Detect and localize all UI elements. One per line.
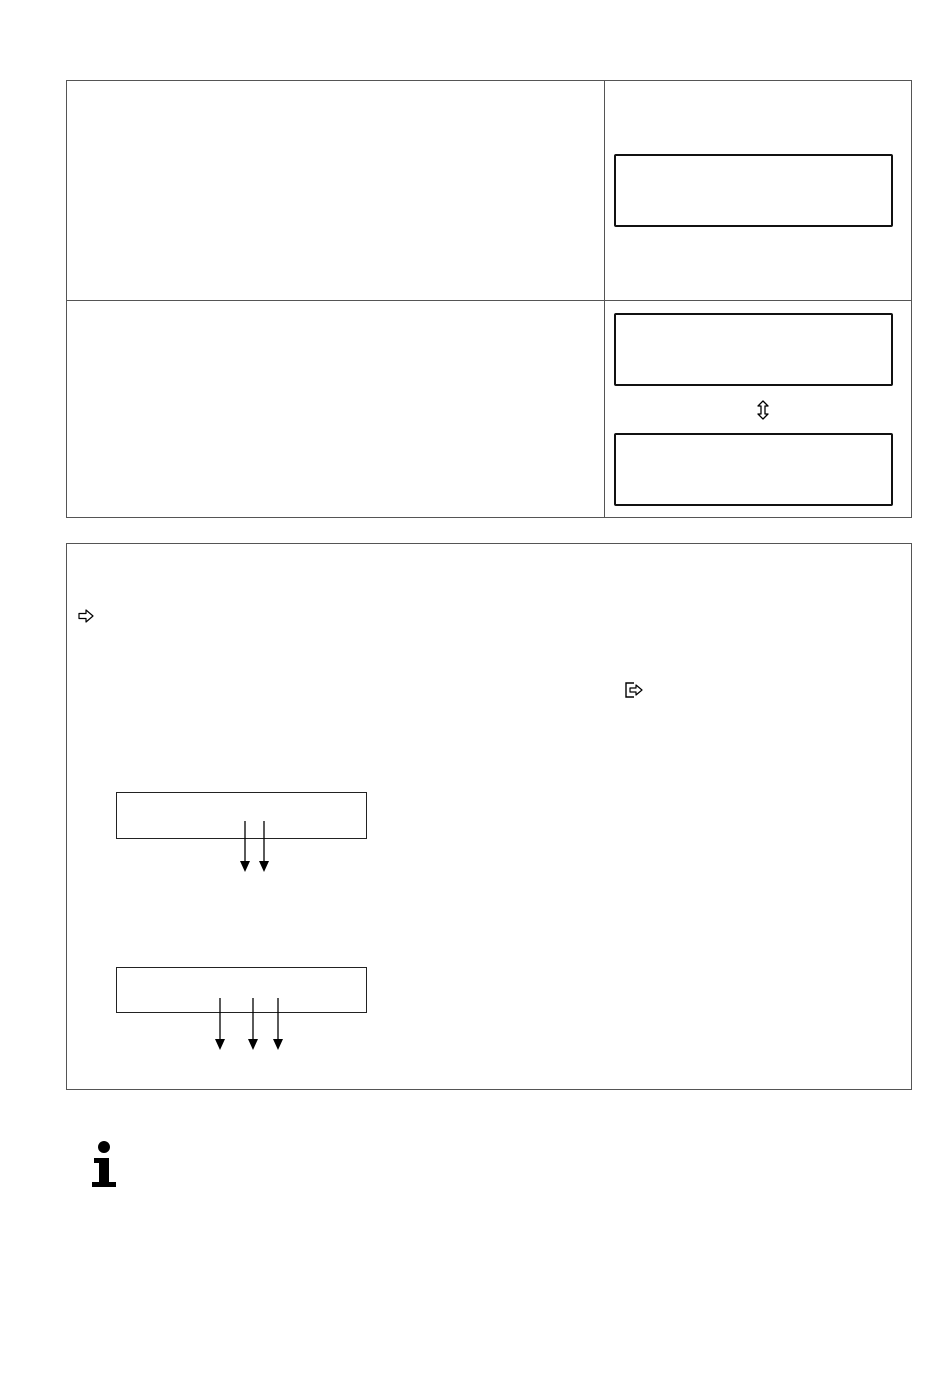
down-arrow-icon <box>258 821 270 873</box>
info-icon <box>90 1140 120 1188</box>
display-example-three-digits <box>116 967 367 1013</box>
column-divider <box>604 81 605 517</box>
row2-display-a <box>614 313 893 386</box>
down-arrow-icon <box>239 821 251 873</box>
info-box <box>66 543 912 1090</box>
row-divider <box>67 300 911 301</box>
down-arrow-icon <box>214 998 226 1051</box>
down-arrow-icon <box>272 998 284 1051</box>
hollow-right-arrow-icon <box>78 609 94 623</box>
row1-display <box>614 154 893 227</box>
settings-table <box>66 80 912 518</box>
row2-display-b <box>614 433 893 506</box>
down-arrow-icon <box>247 998 259 1051</box>
up-down-arrow-icon <box>756 400 770 420</box>
exit-icon <box>624 681 644 699</box>
